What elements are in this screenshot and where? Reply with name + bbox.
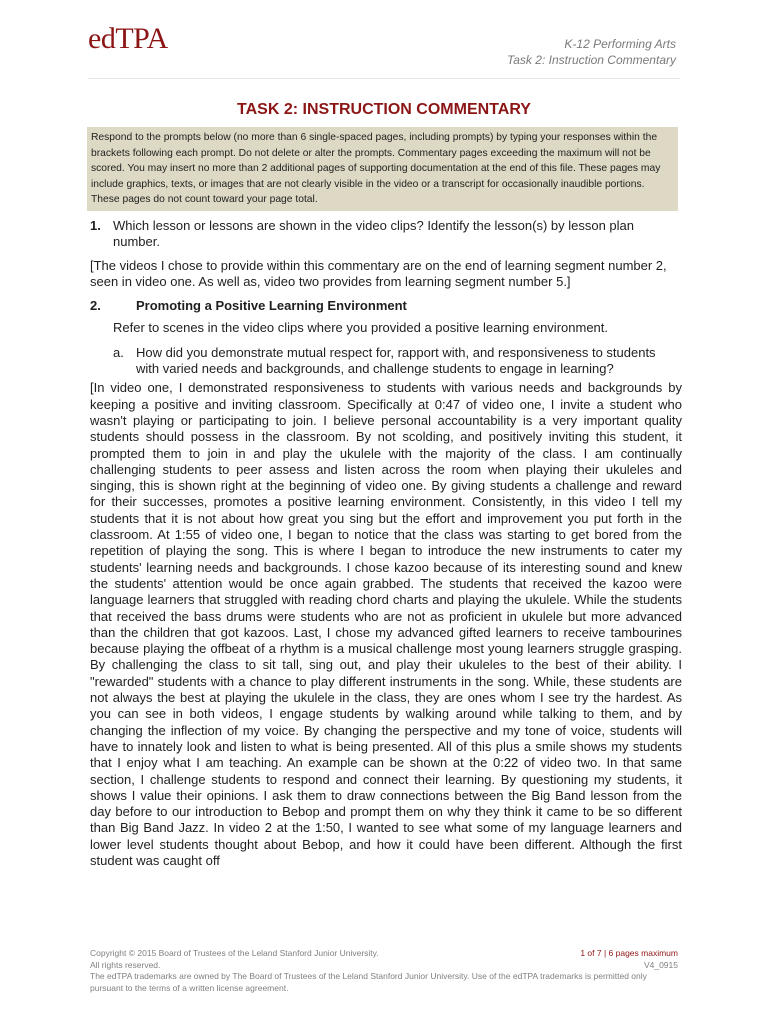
trademark-text: The edTPA trademarks are owned by The Board of Trustees of the Leland Stanford Junior University. Use of the edTPA trademarks is permitted only pursuant to the terms of a written license agreement.	[90, 971, 647, 993]
header-divider	[88, 78, 680, 79]
prompt-2-intro: Refer to scenes in the video clips where you provided a positive learning environment.	[113, 320, 608, 336]
task-label: Task 2: Instruction Commentary	[507, 53, 676, 67]
instructions-box: Respond to the prompts below (no more than 6 single-spaced pages, including prompts) by typing your responses within the brackets following each prompt. Do not delete or alter the prompts. Commentary pages exceeding the maximum will not be scored. You may insert no more than 2 additional pages of supporting documentation at the end of this file. These pages may include graphics, texts, or images that are not clearly visible in the video or a transcript for occasionally inaudible portions. These pages do not count toward your page total.	[87, 127, 678, 211]
copyright-text: Copyright © 2015 Board of Trustees of the Leland Stanford Junior University.	[90, 948, 379, 958]
prompt-2a-text: How did you demonstrate mutual respect for, rapport with, and responsiveness to students with varied needs and backgrounds, and challenge students to engage in learning?	[136, 344, 656, 377]
header-right	[507, 36, 676, 68]
prompt-2a-response[interactable]: [In video one, I demonstrated responsiveness to students with various needs and backgrounds by keeping a positive and inviting classroom. Specifically at 0:47 of video one, I invite a student who wasn't playing or participating to join. I believe personal accountability is a very important quality students should possess in the classroom. By not scolding, and positively inviting this student, it prompted them to join in and play the ukulele with the majority of the class. I am continually challenging students to peer assess and listen across the room when playing their ukuleles and singing, this is shown right at the beginning of video one. By giving students a challenge and reward for their successes, promotes a positive learning environment. Consistently, in this video I tell my students that it is not about how great you sing but the effort and improvement you put forth in the classroom. At 1:55 of video one, I began to notice that the class was starting to get bored from the repetition of playing the song. This is where I began to introduce the new instruments to cater my students' learning needs and backgrounds. I chose kazoo because of its interesting sound and knew the students' attention would be once again grabbed. The students that received the kazoo were language learners that struggled with reading chord charts and playing the ukulele. While the students that received the bass drums were students who are not as proficient in ukulele but more advanced than the children that got kazoos. Last, I chose my advanced gifted learners to receive tambourines because playing the offbeat of a rhythm is a musical challenge most young learners struggle grasping. By challenging the class to sit tall, sing out, and play their ukuleles to the best of their ability. I "rewarded" students with a chance to play different instruments in the song. While, these students are not always the best at playing the ukulele in the class, they are ones whom I see try the hardest. As you can see in both videos, I engage students by walking around while talking to them, and by changing the inflection of my voice. By changing the perspective and my tone of voice, students will have to innately look and listen to what is being presented. All of this plus a smile shows my students that I enjoy what I am teaching. An example can be shown at the 0:22 of video two. In that same section, I challenge students to respond and connect their learning. By questioning my students, it shows I value their opinions. I ask them to draw connections between the Big Band lesson from the day before to our introduction to Bebop and prompt them on why they think it came to be so different than Big Band Jazz. In video 2 at the 1:50, I wanted to see what some of my language learners and lower level students thought about Bebop, and how it could have been different. Although the first student was caught off	[90, 380, 682, 868]
prompt-2a	[90, 345, 682, 378]
rights-text: All rights reserved.	[90, 959, 161, 970]
prompt-1-response[interactable]: [The videos I chose to provide within this commentary are on the end of learning segment number 2, seen in video one. As well as, video two provides from learning segment number 5.]	[90, 257, 667, 289]
edtpa-logo: edTPA	[88, 22, 168, 55]
subject-label: K-12 Performing Arts	[564, 37, 676, 51]
page-footer	[90, 948, 678, 994]
prompt-2a-letter: a.	[113, 344, 124, 360]
prompt-1-number: 1.	[90, 218, 101, 233]
prompt-1-text: Which lesson or lessons are shown in the video clips? Identify the lesson(s) by lesson plan number.	[113, 218, 634, 250]
page-title: TASK 2: INSTRUCTION COMMENTARY	[237, 101, 531, 118]
prompt-2-number: 2.	[90, 298, 101, 314]
prompt-2-title: Promoting a Positive Learning Environment	[136, 298, 407, 314]
commentary-body	[90, 218, 682, 869]
page-count: 1 of 7 | 6 pages maximum	[580, 948, 678, 958]
prompt-2-heading	[90, 298, 682, 314]
prompt-1	[90, 218, 682, 251]
version-label: V4_0915	[643, 959, 678, 970]
